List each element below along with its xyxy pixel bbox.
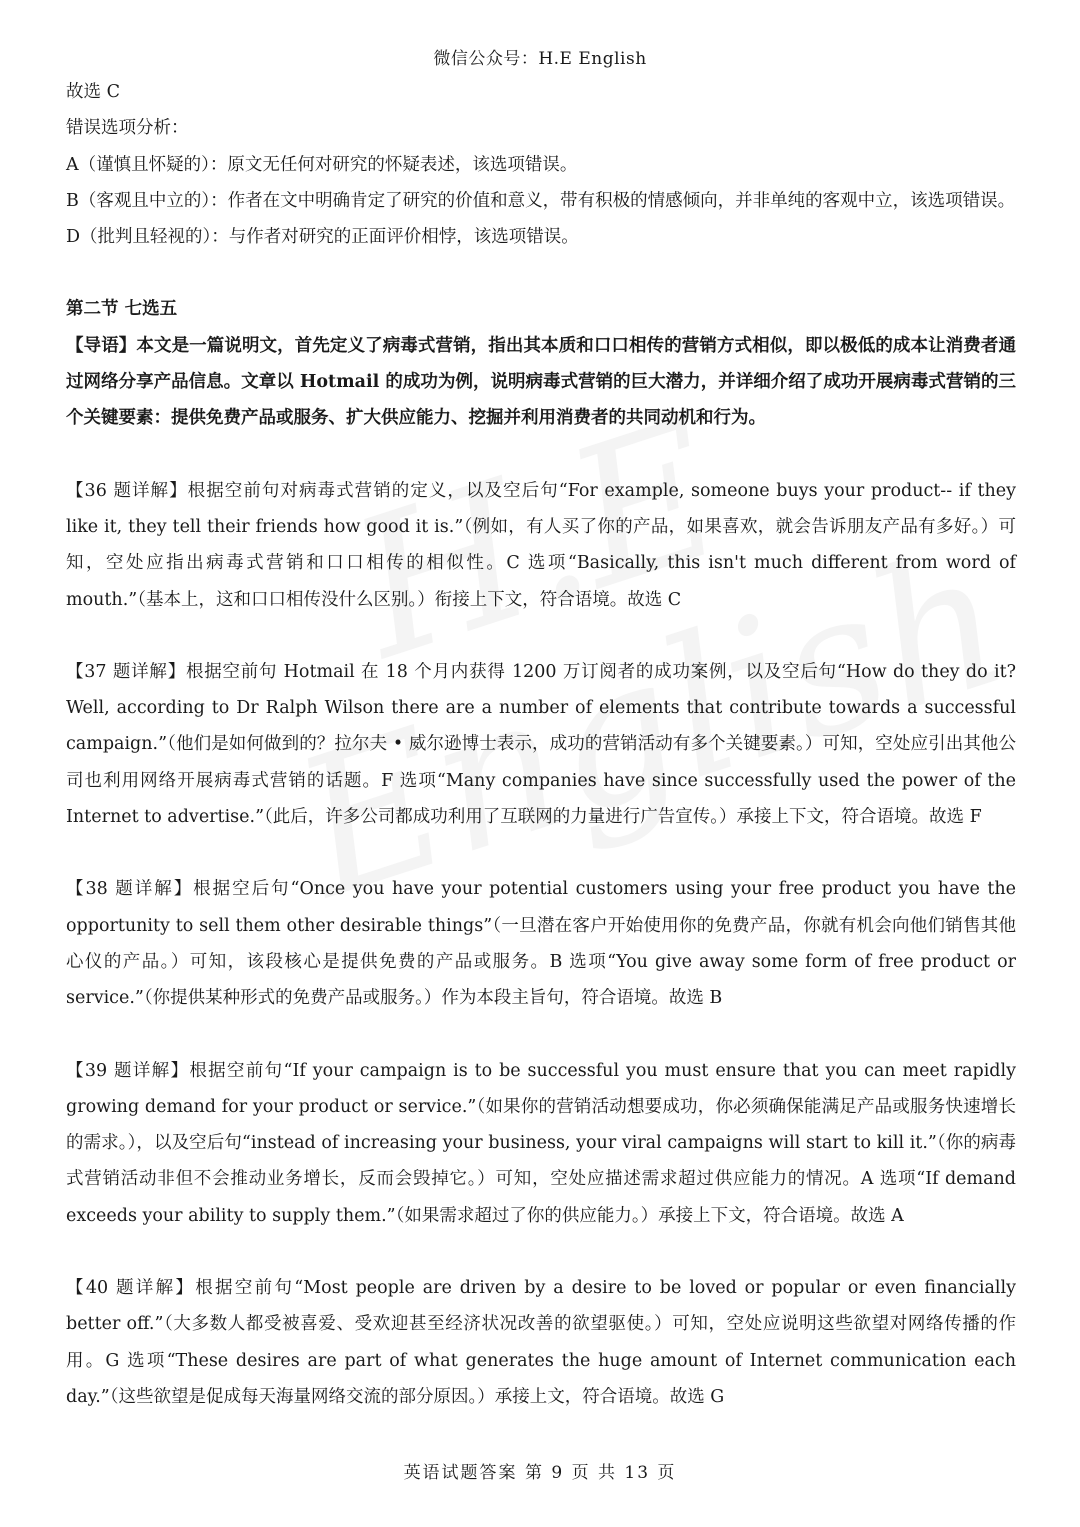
option-d-analysis: D（批判且轻视的）：与作者对研究的正面评价相悖，该选项错误。 (66, 227, 579, 248)
question-36-explanation: 【36 题详解】根据空前句对病毒式营销的定义，以及空后句“For example, someone buys your product-- if they like it, they tell their friends how good it is.”（例如，有人买了你的产品，如果喜欢，就会告诉朋友产品有多好。）可知，空处应指出病毒式营销和口口相传的相似性。C 选项“Basically, this isn't much different from word of mouth.”（基本上，这和口口相传没什么区别。）衔接上下文，符合语境。故选 C (66, 480, 1016, 610)
question-39-explanation: 【39 题详解】根据空前句“If your campaign is to be successful you must ensure that you can meet rapidly growing demand for your product or service.”（如果你的营销活动想要成功，你必须确保能满足产品或服务快速增长的需求。），以及空后句“instead of increasing your business, your viral campaigns will start to kill it.”（你的病毒式营销活动非但不会推动业务增长，反而会毁掉它。）可知，空处应描述需求超过供应能力的情况。A 选项“If demand exceeds your ability to supply them.”（如果需求超过了你的供应能力。）承接上下文，符合语境。故选 A (66, 1060, 1016, 1226)
question-38-explanation: 【38 题详解】根据空后句“Once you have your potential customers using your free product you have the opportunity to sell them other desirable things”（一旦潜在客户开始使用你的免费产品，你就有机会向他们销售其他心仪的产品。）可知，该段核心是提供免费的产品或服务。B 选项“You give away some form of free product or service.”（你提供某种形式的免费产品或服务。）作为本段主旨句，符合语境。故选 B (66, 879, 1016, 1009)
intro-paragraph: 【导语】本文是一篇说明文，首先定义了病毒式营销，指出其本质和口口相传的营销方式相似，即以极低的成本让消费者通过网络分享产品信息。文章以 Hotmail 的成功为例，说明病毒式营销的巨大潜力，并详细介绍了成功开展病毒式营销的三个关键要素：提供免费产品或服务、扩大供应能力、挖掘并利用消费者的共同动机和行为。 (66, 335, 1016, 429)
option-b-analysis: B（客观且中立的）：作者在文中明确肯定了研究的价值和意义，带有积极的情感倾向，并非单纯的客观中立，该选项错误。 (66, 190, 1016, 211)
question-40-explanation: 【40 题详解】根据空前句“Most people are driven by a desire to be loved or popular or even financially better off.”（大多数人都受被喜爱、受欢迎甚至经济状况改善的欲望驱使。）可知，空处应说明这些欲望对网络传播的作用。G 选项“These desires are part of what generates the huge amount of Internet communication each day.”（这些欲望是促成每天海量网络交流的部分原因。）承接上文，符合语境。故选 G (66, 1278, 1016, 1407)
section-title: 第二节 七选五 (66, 299, 178, 320)
wrong-options-title: 错误选项分析： (66, 118, 189, 139)
page-footer: 英语试题答案 第 9 页 共 13 页 (403, 1463, 677, 1483)
option-a-analysis: A（谨慎且怀疑的）：原文无任何对研究的怀疑表述，该选项错误。 (66, 154, 578, 175)
page-header: 微信公众号：H.E English (433, 49, 647, 69)
document-body (66, 74, 1016, 1415)
question-37-explanation: 【37 题详解】根据空前句 Hotmail 在 18 个月内获得 1200 万订阅者的成功案例，以及空后句“How do they do it? Well, according to Dr Ralph Wilson there are a number of elements that contribute towards a successful campaign.”（他们是如何做到的？拉尔夫 • 威尔逊博士表示，成功的营销活动有多个关键要素。）可知，空处应引出其他公司也利用网络开展病毒式营销的话题。F 选项“Many companies have since successfully used the power of the Internet to advertise.”（此后，许多公司都成功利用了互联网的力量进行广告宣传。）承接上下文，符合语境。故选 F (66, 661, 1016, 828)
answer-line: 故选 C (66, 82, 120, 102)
